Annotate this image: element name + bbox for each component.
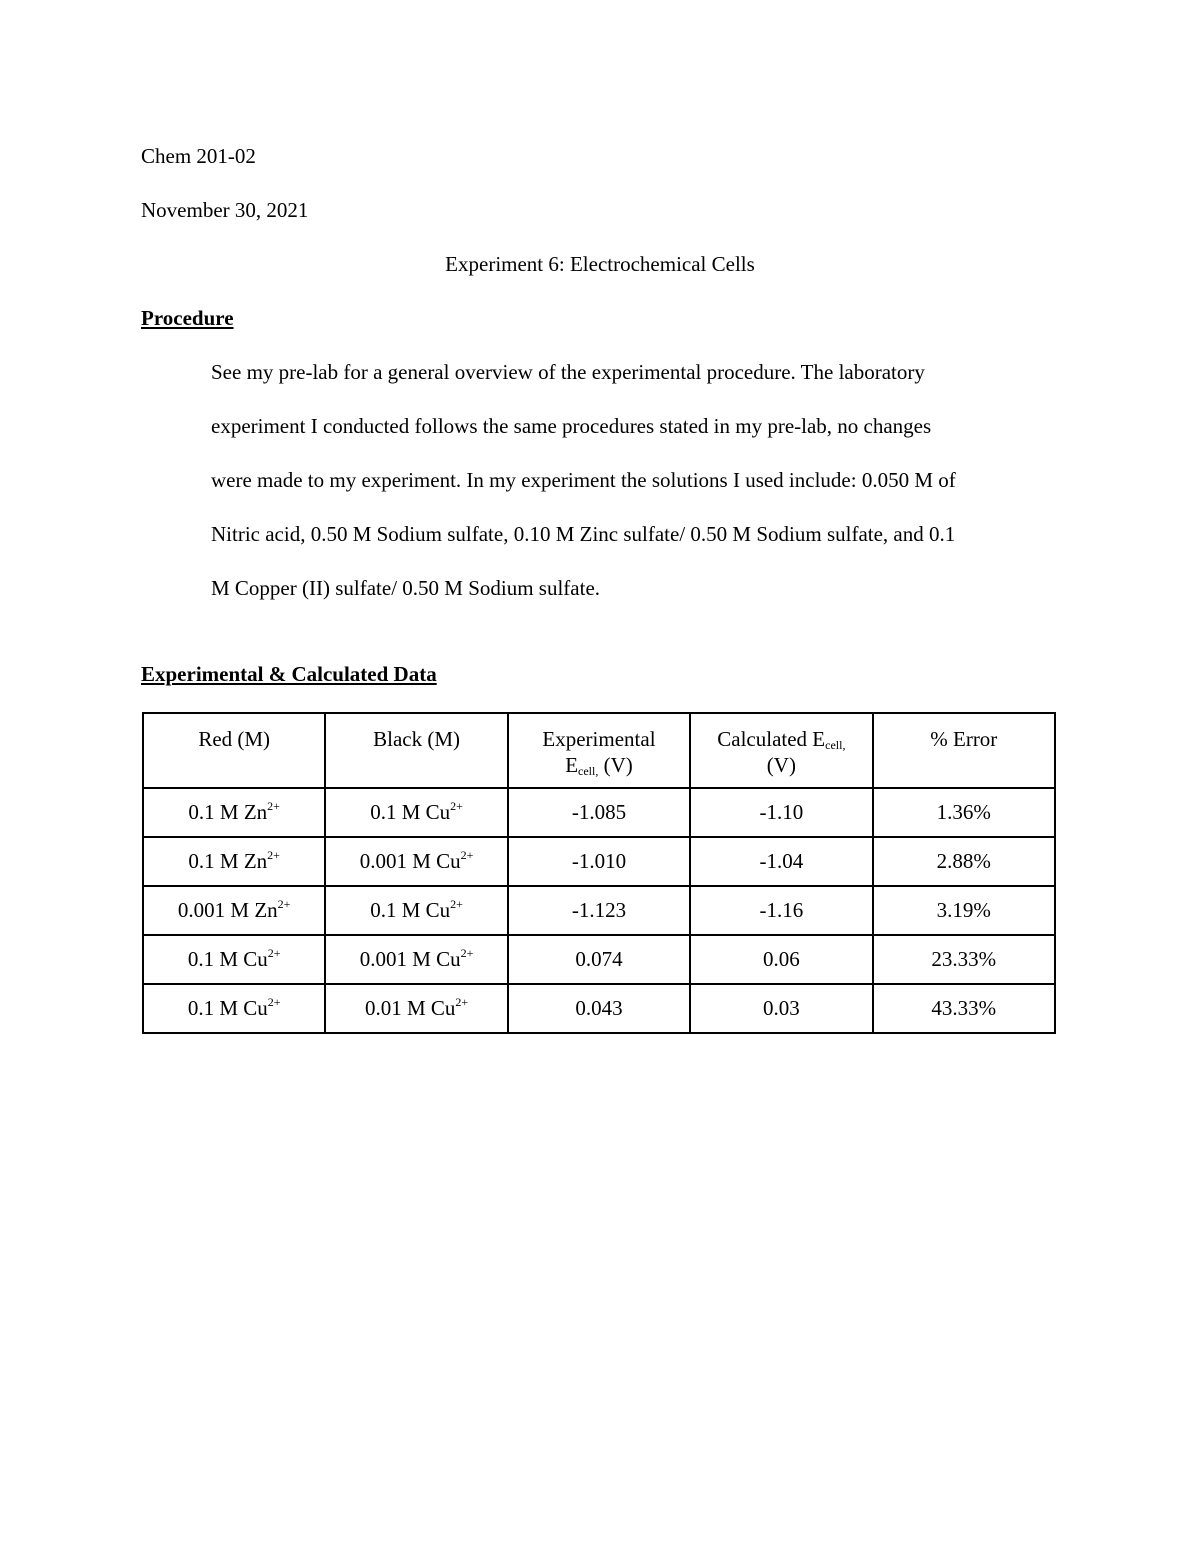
cell-red <box>143 837 325 886</box>
table-header-row <box>143 713 1055 788</box>
cell-black-base: 0.001 M Cu <box>359 849 461 873</box>
table-row <box>143 788 1055 837</box>
table-row <box>143 886 1055 935</box>
cell-black-base: 0.1 M Cu <box>370 898 451 922</box>
data-table <box>142 712 1056 1034</box>
cell-black-base: 0.1 M Cu <box>370 800 451 824</box>
cell-red-charge: 2+ <box>267 995 281 1009</box>
col-header-experimental <box>508 713 690 788</box>
col-header-calculated-unit: (V) <box>766 753 796 777</box>
procedure-paragraph <box>211 360 1071 630</box>
cell-red-charge: 2+ <box>277 897 291 911</box>
cell-black-charge: 2+ <box>450 799 463 813</box>
col-header-experimental-sub: cell, <box>578 764 599 778</box>
col-header-experimental-unit: (V) <box>598 753 633 777</box>
cell-black-base: 0.001 M Cu <box>359 947 461 971</box>
col-header-calculated <box>690 713 872 788</box>
cell-red-charge: 2+ <box>267 946 281 960</box>
cell-red-charge: 2+ <box>267 848 280 862</box>
col-header-red <box>143 713 325 788</box>
data-heading: Experimental & Calculated Data <box>141 662 437 686</box>
cell-experimental: -1.010 <box>508 837 690 886</box>
cell-black <box>325 788 507 837</box>
table-row <box>143 935 1055 984</box>
procedure-line: M Copper (II) sulfate/ 0.50 M Sodium sulfate. <box>211 576 601 600</box>
cell-black-charge: 2+ <box>455 995 469 1009</box>
cell-calculated: -1.04 <box>690 837 872 886</box>
cell-black-charge: 2+ <box>460 848 474 862</box>
col-header-black-text: Black (M) <box>373 727 461 751</box>
cell-red <box>143 886 325 935</box>
procedure-line: Nitric acid, 0.50 M Sodium sulfate, 0.10 M Zinc sulfate/ 0.50 M Sodium sulfate, and 0.1 <box>211 522 956 546</box>
procedure-line: were made to my experiment. In my experiment the solutions I used include: 0.050 M of <box>211 468 956 492</box>
procedure-line: experiment I conducted follows the same procedures stated in my pre-lab, no changes <box>211 414 932 438</box>
cell-red <box>143 984 325 1033</box>
col-header-calculated-sub: cell, <box>825 738 846 752</box>
cell-calculated: -1.10 <box>690 788 872 837</box>
cell-error: 23.33% <box>873 935 1055 984</box>
col-header-red-text: Red (M) <box>198 727 271 751</box>
col-header-error-text: % Error <box>930 727 998 751</box>
procedure-line: See my pre-lab for a general overview of the experimental procedure. The laboratory <box>211 360 925 384</box>
course-label: Chem 201-02 <box>141 144 256 168</box>
date-label: November 30, 2021 <box>141 198 309 222</box>
cell-experimental: -1.123 <box>508 886 690 935</box>
cell-black <box>325 886 507 935</box>
cell-calculated: 0.06 <box>690 935 872 984</box>
col-header-calculated-text: Calculated E <box>717 727 826 751</box>
cell-black-charge: 2+ <box>450 897 463 911</box>
cell-experimental: 0.043 <box>508 984 690 1033</box>
cell-black <box>325 935 507 984</box>
cell-red-base: 0.1 M Zn <box>188 849 268 873</box>
cell-red-base: 0.1 M Zn <box>188 800 268 824</box>
cell-error: 3.19% <box>873 886 1055 935</box>
cell-red <box>143 935 325 984</box>
cell-experimental: -1.085 <box>508 788 690 837</box>
col-header-black <box>325 713 507 788</box>
cell-black-charge: 2+ <box>460 946 474 960</box>
cell-error: 1.36% <box>873 788 1055 837</box>
cell-black <box>325 837 507 886</box>
cell-black <box>325 984 507 1033</box>
cell-error: 2.88% <box>873 837 1055 886</box>
col-header-error <box>873 713 1055 788</box>
document-title: Experiment 6: Electrochemical Cells <box>445 252 755 276</box>
cell-calculated: -1.16 <box>690 886 872 935</box>
cell-red-base: 0.1 M Cu <box>187 996 268 1020</box>
table-row <box>143 837 1055 886</box>
col-header-experimental-e: E <box>565 753 579 777</box>
cell-experimental: 0.074 <box>508 935 690 984</box>
col-header-experimental-text: Experimental <box>542 727 656 751</box>
cell-red-base: 0.001 M Zn <box>177 898 278 922</box>
cell-red-base: 0.1 M Cu <box>187 947 268 971</box>
cell-calculated: 0.03 <box>690 984 872 1033</box>
table-row <box>143 984 1055 1033</box>
cell-red <box>143 788 325 837</box>
cell-red-charge: 2+ <box>267 799 280 813</box>
cell-error: 43.33% <box>873 984 1055 1033</box>
cell-black-base: 0.01 M Cu <box>364 996 456 1020</box>
procedure-heading: Procedure <box>141 306 234 330</box>
